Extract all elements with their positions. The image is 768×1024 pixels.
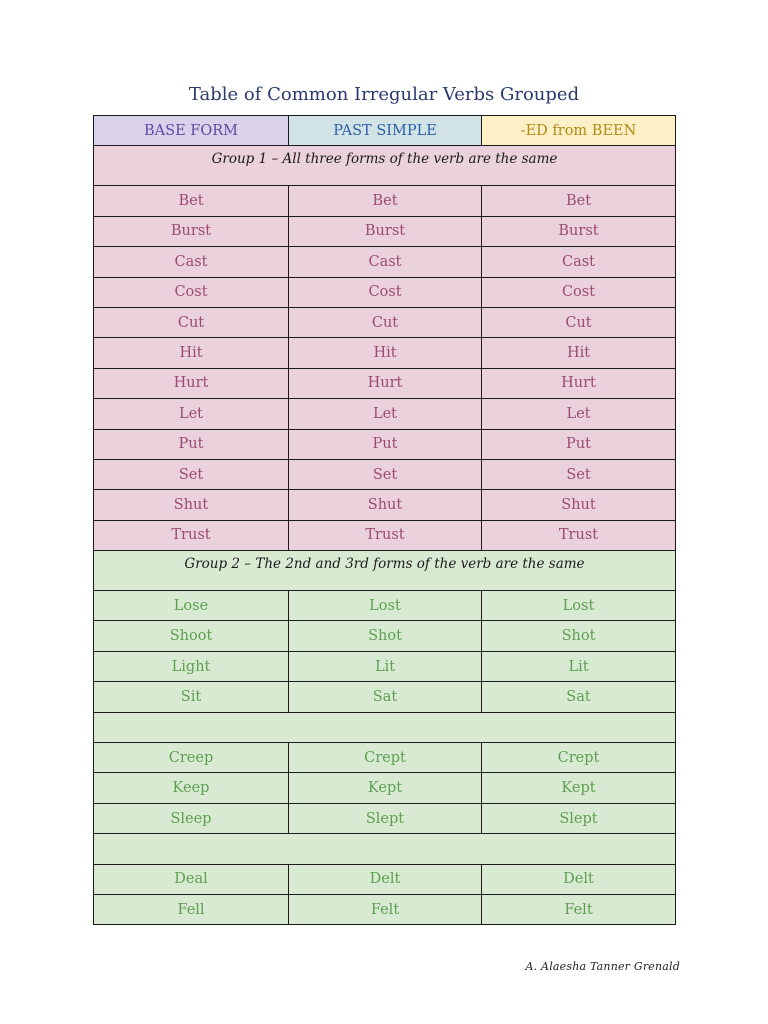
header-past-participle: -ED from BEEN [482,116,676,146]
past-simple-cell: Shot [289,621,482,651]
past-participle-cell: Delt [482,864,676,894]
spacer-cell [94,712,676,742]
past-participle-cell: Slept [482,803,676,833]
table-row [94,803,676,833]
base-form-cell: Fell [94,894,289,924]
past-participle-cell: Kept [482,773,676,803]
past-participle-cell: Sat [482,682,676,712]
past-simple-cell: Cast [289,247,482,277]
base-form-cell: Deal [94,864,289,894]
table-row [94,186,676,216]
past-participle-cell: Crept [482,743,676,773]
past-simple-cell: Hit [289,338,482,368]
past-simple-cell: Hurt [289,368,482,398]
base-form-cell: Let [94,399,289,429]
header-base-form: BASE FORM [94,116,289,146]
table-row [94,520,676,550]
past-simple-cell: Lit [289,651,482,681]
base-form-cell: Sleep [94,803,289,833]
group-2-heading-label: Group 2 – The 2nd and 3rd forms of the verb are the same [94,551,676,591]
group-2-heading [94,551,676,591]
base-form-cell: Put [94,429,289,459]
base-form-cell: Lose [94,591,289,621]
past-participle-cell: Cut [482,307,676,337]
base-form-cell: Light [94,651,289,681]
base-form-cell: Cast [94,247,289,277]
past-simple-cell: Lost [289,591,482,621]
base-form-cell: Trust [94,520,289,550]
base-form-cell: Cost [94,277,289,307]
author-signature: A. Alaesha Tanner Grenald [525,960,680,973]
table-row [94,459,676,489]
past-simple-cell: Put [289,429,482,459]
table-row [94,864,676,894]
past-simple-cell: Cost [289,277,482,307]
table-row [94,591,676,621]
table-row [94,368,676,398]
past-participle-cell: Bet [482,186,676,216]
base-form-cell: Sit [94,682,289,712]
table-row [94,490,676,520]
table-row [94,307,676,337]
past-participle-cell: Put [482,429,676,459]
past-participle-cell: Shot [482,621,676,651]
table-header-row [94,116,676,146]
past-simple-cell: Sat [289,682,482,712]
base-form-cell: Set [94,459,289,489]
spacer-cell [94,834,676,864]
past-simple-cell: Crept [289,743,482,773]
past-simple-cell: Kept [289,773,482,803]
group-1-heading-label: Group 1 – All three forms of the verb are the same [94,146,676,186]
table-row [94,894,676,924]
past-simple-cell: Shut [289,490,482,520]
past-participle-cell: Trust [482,520,676,550]
past-simple-cell: Set [289,459,482,489]
past-participle-cell: Cast [482,247,676,277]
base-form-cell: Shoot [94,621,289,651]
table-row [94,682,676,712]
base-form-cell: Bet [94,186,289,216]
base-form-cell: Burst [94,216,289,246]
past-participle-cell: Cost [482,277,676,307]
table-row [94,277,676,307]
table-row [94,247,676,277]
past-participle-cell: Lit [482,651,676,681]
past-participle-cell: Hit [482,338,676,368]
past-participle-cell: Lost [482,591,676,621]
past-participle-cell: Shut [482,490,676,520]
base-form-cell: Keep [94,773,289,803]
table-row [94,621,676,651]
table-row [94,338,676,368]
base-form-cell: Hurt [94,368,289,398]
verb-table [93,115,676,925]
table-row [94,429,676,459]
past-simple-cell: Trust [289,520,482,550]
base-form-cell: Creep [94,743,289,773]
past-simple-cell: Delt [289,864,482,894]
past-participle-cell: Set [482,459,676,489]
table-row [94,743,676,773]
past-participle-cell: Burst [482,216,676,246]
base-form-cell: Cut [94,307,289,337]
page-title: Table of Common Irregular Verbs Grouped [188,84,580,105]
past-simple-cell: Let [289,399,482,429]
past-simple-cell: Burst [289,216,482,246]
past-simple-cell: Cut [289,307,482,337]
past-participle-cell: Let [482,399,676,429]
spacer-row [94,834,676,864]
table-row [94,773,676,803]
spacer-row [94,712,676,742]
header-past-simple: PAST SIMPLE [289,116,482,146]
base-form-cell: Hit [94,338,289,368]
past-participle-cell: Felt [482,894,676,924]
past-simple-cell: Felt [289,894,482,924]
base-form-cell: Shut [94,490,289,520]
past-simple-cell: Bet [289,186,482,216]
past-simple-cell: Slept [289,803,482,833]
table-row [94,651,676,681]
table-row [94,216,676,246]
table-row [94,399,676,429]
group-1-heading [94,146,676,186]
past-participle-cell: Hurt [482,368,676,398]
